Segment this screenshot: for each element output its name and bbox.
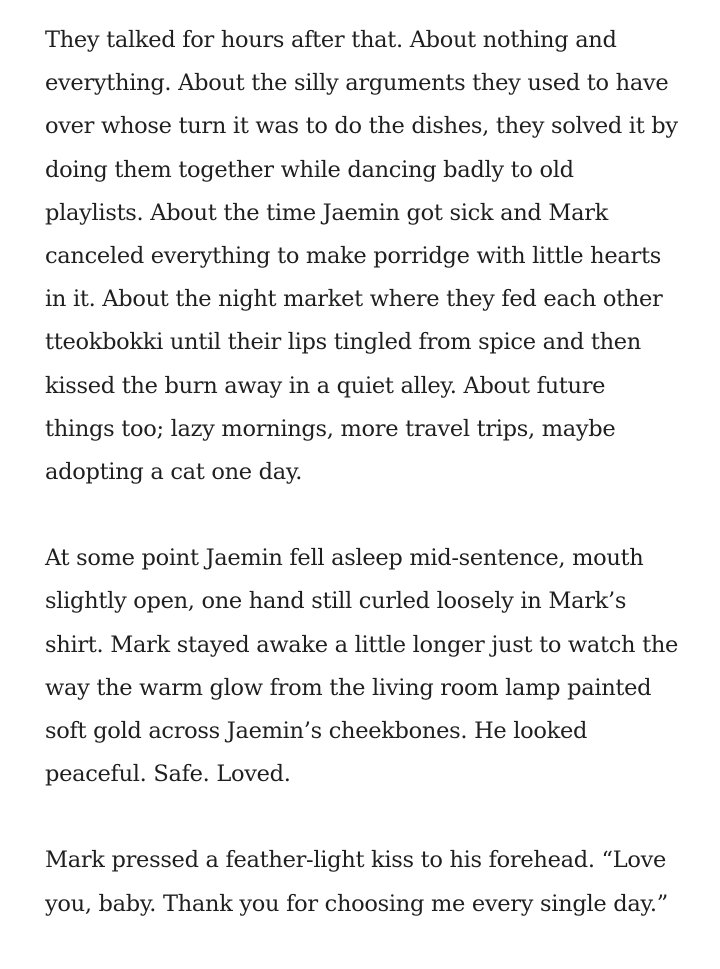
- text-line: things too; lazy mornings, more travel trips, maybe: [45, 415, 616, 442]
- text-line: everything. About the silly arguments they used to have: [45, 70, 669, 97]
- text-line: adopting a cat one day.: [45, 459, 303, 486]
- text-line: canceled everything to make porridge with little hearts: [45, 243, 661, 270]
- text-line: doing them together while dancing badly to old: [45, 156, 574, 183]
- text-line: slightly open, one hand still curled loosely in Mark’s: [45, 588, 627, 615]
- story-text: [45, 19, 695, 969]
- text-line: They talked for hours after that. About nothing and: [45, 27, 617, 53]
- text-line: you, baby. Thank you for choosing me every single day.”: [45, 890, 668, 917]
- text-line: playlists. About the time Jaemin got sick and Mark: [45, 199, 608, 226]
- text-line: way the warm glow from the living room lamp painted: [45, 674, 652, 701]
- text-line: in it. About the night market where they fed each other: [45, 286, 663, 313]
- text-line: Mark pressed a feather-light kiss to his forehead. “Love: [45, 847, 667, 874]
- text-line: shirt. Mark stayed awake a little longer just to watch the: [45, 631, 679, 658]
- text-line: over whose turn it was to do the dishes, they solved it by: [45, 113, 678, 140]
- text-line: tteokbokki until their lips tingled from spice and then: [45, 329, 641, 356]
- text-line: peaceful. Safe. Loved.: [45, 761, 291, 788]
- text-line: soft gold across Jaemin’s cheekbones. He looked: [45, 718, 588, 745]
- paragraph: [45, 839, 695, 925]
- text-line: At some point Jaemin fell asleep mid-sentence, mouth: [45, 545, 644, 572]
- paragraph: [45, 19, 695, 494]
- text-line: kissed the burn away in a quiet alley. About future: [45, 372, 606, 399]
- paragraph: [45, 537, 695, 796]
